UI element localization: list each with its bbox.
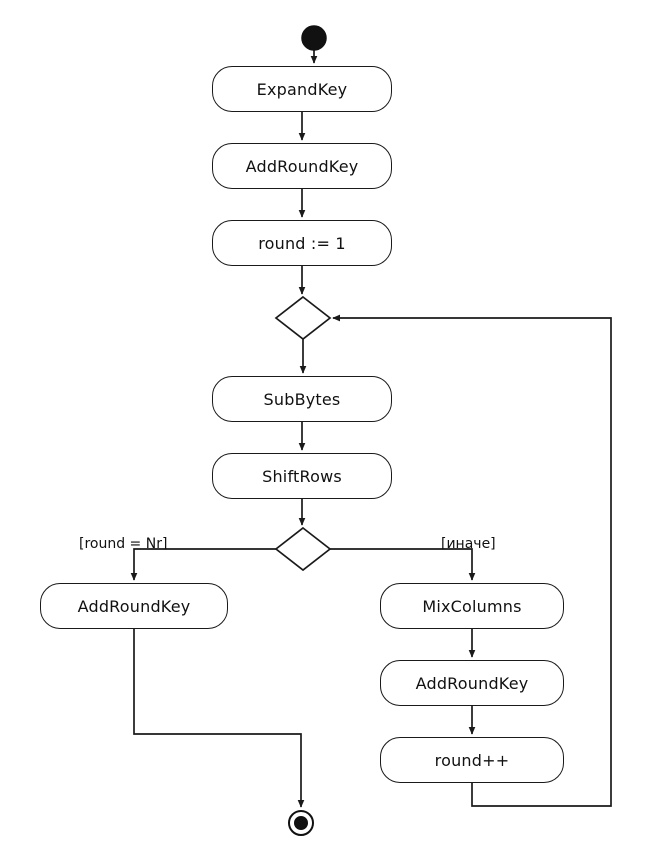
edge-decision-to-addroundkey-final bbox=[134, 549, 276, 580]
edge-decision-to-mixcolumns bbox=[330, 549, 472, 580]
action-label: ShiftRows bbox=[262, 466, 342, 486]
action-label: round++ bbox=[434, 750, 510, 770]
action-label: SubBytes bbox=[263, 389, 341, 409]
action-node-addroundkey-2[interactable] bbox=[380, 660, 564, 706]
action-node-addroundkey-1[interactable] bbox=[212, 143, 392, 189]
action-node-subbytes[interactable] bbox=[212, 376, 392, 422]
action-label: AddRoundKey bbox=[245, 156, 359, 176]
action-node-mixcolumns[interactable] bbox=[380, 583, 564, 629]
action-node-round-init[interactable] bbox=[212, 220, 392, 266]
action-label: ExpandKey bbox=[256, 79, 348, 99]
action-node-expandkey[interactable] bbox=[212, 66, 392, 112]
action-node-round-increment[interactable] bbox=[380, 737, 564, 783]
action-label: round := 1 bbox=[258, 233, 346, 253]
action-label: AddRoundKey bbox=[77, 596, 191, 616]
action-label: MixColumns bbox=[422, 596, 522, 616]
action-node-addroundkey-final[interactable] bbox=[40, 583, 228, 629]
guard-label-else: [иначе] bbox=[441, 536, 496, 552]
action-label: AddRoundKey bbox=[415, 673, 529, 693]
action-node-shiftrows[interactable] bbox=[212, 453, 392, 499]
merge-diamond-shape bbox=[276, 297, 330, 339]
edge-addroundkeyfinal-to-end bbox=[134, 629, 301, 807]
final-node-inner-dot bbox=[295, 817, 308, 830]
guard-label-round-eq-nr: [round = Nr] bbox=[79, 536, 168, 552]
decision-diamond-shape bbox=[276, 528, 330, 570]
initial-node bbox=[302, 26, 326, 50]
